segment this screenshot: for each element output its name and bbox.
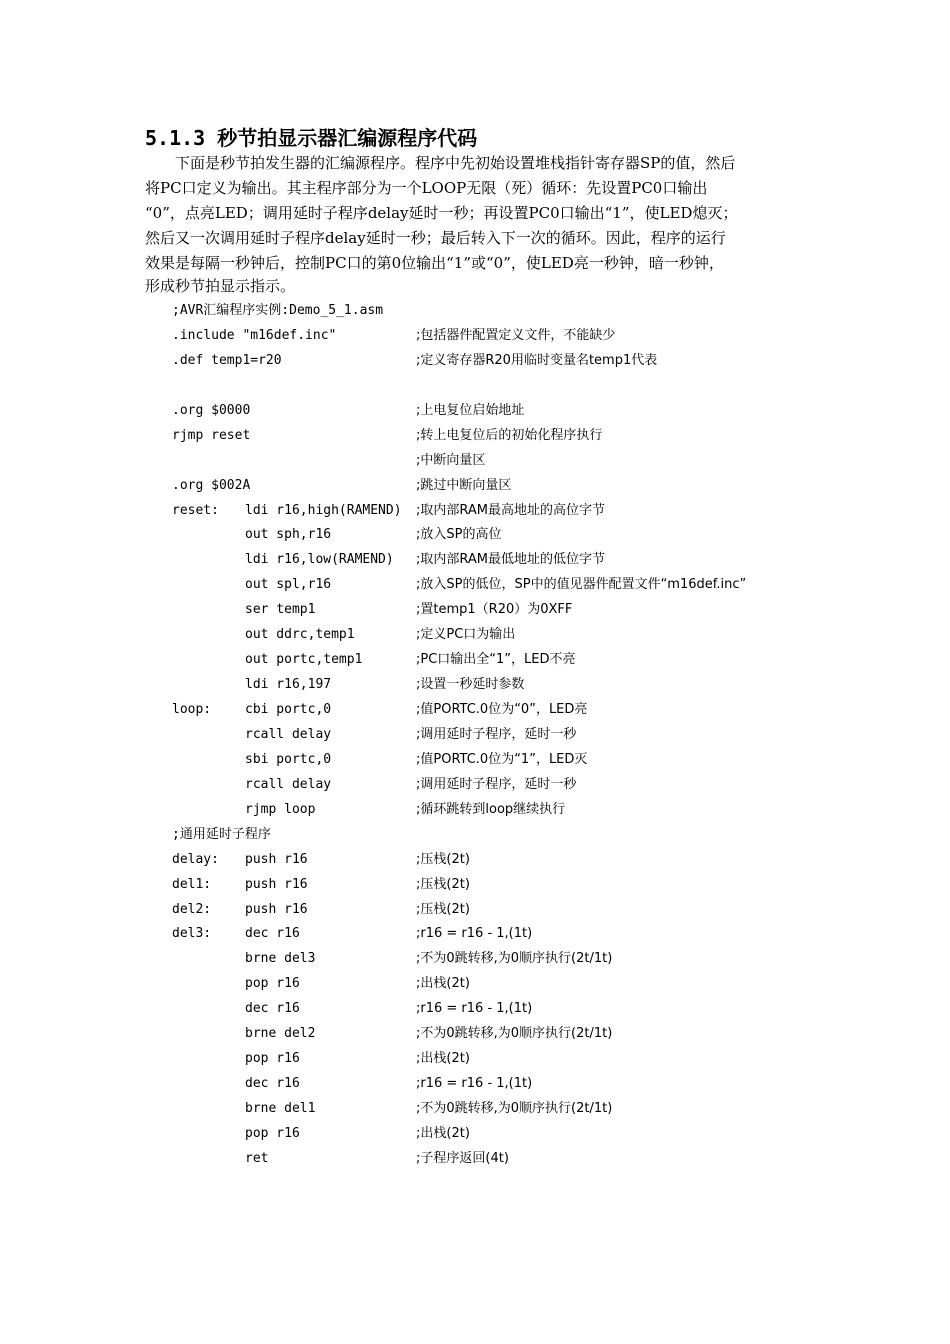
code-comment: ;出栈(2t) <box>416 1051 470 1067</box>
code-label: rjmp reset <box>172 427 251 443</box>
code-instruction: push r16 <box>245 851 308 867</box>
code-instruction: pop r16 <box>245 976 300 992</box>
code-label: .def temp1=r20 <box>172 352 282 368</box>
code-comment: ;放入SP的低位，SP中的值见器件配置文件“m16def.inc” <box>416 577 747 593</box>
paragraph-line: “0”，点亮LED；调用延时子程序delay延时一秒；再设置PC0口输出“1”，使LED熄灭； <box>145 204 738 222</box>
code-instruction: out sph,r16 <box>245 527 332 543</box>
code-comment: ;定义PC口为输出 <box>416 627 516 643</box>
code-comment: ;子程序返回(4t) <box>416 1150 509 1166</box>
code-line <box>0 772 950 797</box>
code-comment: ;不为0跳转移,为0顺序执行(2t/1t) <box>416 1026 613 1042</box>
code-comment: ;放入SP的高位 <box>416 527 502 543</box>
code-line <box>0 697 950 722</box>
code-line <box>0 597 950 622</box>
code-instruction: rjmp loop <box>245 801 316 817</box>
code-line <box>0 1046 950 1071</box>
code-comment: ;出栈(2t) <box>416 1125 470 1141</box>
code-label: .org $002A <box>172 477 251 493</box>
code-instruction: out portc,temp1 <box>245 652 363 668</box>
code-comment: ;中断向量区 <box>416 452 486 468</box>
code-instruction: brne del1 <box>245 1101 316 1116</box>
code-comment: ;不为0跳转移,为0顺序执行(2t/1t) <box>416 1101 613 1116</box>
code-instruction: sbi portc,0 <box>245 751 332 767</box>
code-line <box>0 373 950 398</box>
code-comment: ;值PORTC.0位为“1”，LED灭 <box>416 751 588 767</box>
code-comment: ;取内部RAM最高地址的高位字节 <box>416 502 605 518</box>
paragraph-line: 形成秒节拍显示指示。 <box>145 277 296 295</box>
code-line <box>0 921 950 946</box>
code-line <box>0 897 950 922</box>
code-line <box>0 1121 950 1146</box>
code-comment: ;调用延时子程序，延时一秒 <box>416 726 577 742</box>
code-instruction: push r16 <box>245 901 308 917</box>
code-label: .include "m16def.inc" <box>172 327 337 343</box>
code-comment: ;循环跳转到loop继续执行 <box>416 801 566 817</box>
code-line <box>0 547 950 572</box>
code-instruction: rcall delay <box>245 726 332 742</box>
code-label: del2: <box>172 901 212 917</box>
paragraph-line: 将PC口定义为输出。其主程序部分为一个LOOP无限（死）循环：先设置PC0口输出 <box>145 179 708 197</box>
code-instruction: brne del3 <box>245 951 316 967</box>
code-line <box>0 1021 950 1046</box>
code-comment: ;r16 = r16 - 1,(1t) <box>416 1001 533 1017</box>
code-line <box>0 498 950 523</box>
code-line <box>0 398 950 423</box>
code-instruction: out spl,r16 <box>245 577 332 593</box>
code-comment: ;不为0跳转移,为0顺序执行(2t/1t) <box>416 951 613 967</box>
code-line <box>0 946 950 971</box>
code-instruction: push r16 <box>245 876 308 892</box>
code-comment: ;设置一秒延时参数 <box>416 677 525 693</box>
code-line <box>0 448 950 473</box>
code-line <box>0 847 950 872</box>
code-line <box>0 1096 950 1121</box>
code-label: delay: <box>172 851 219 867</box>
code-line <box>0 672 950 697</box>
code-instruction: dec r16 <box>245 1001 300 1017</box>
code-line <box>0 722 950 747</box>
code-comment: ;包括器件配置定义文件，不能缺少 <box>416 327 616 343</box>
code-line <box>0 423 950 448</box>
code-line <box>0 647 950 672</box>
code-instruction: out ddrc,temp1 <box>245 627 355 643</box>
code-line <box>0 1146 950 1171</box>
code-line <box>0 797 950 822</box>
code-line <box>0 522 950 547</box>
paragraph-line: 下面是秒节拍发生器的汇编源程序。程序中先初始设置堆栈指针寄存器SP的值，然后 <box>145 154 736 172</box>
code-instruction: dec r16 <box>245 926 300 942</box>
code-comment: ;置temp1（R20）为0XFF <box>416 602 573 618</box>
code-label: ;通用延时子程序 <box>172 826 271 842</box>
code-line <box>0 996 950 1021</box>
code-instruction: ldi r16,197 <box>245 677 332 693</box>
code-instruction: brne del2 <box>245 1026 316 1042</box>
code-line <box>0 747 950 772</box>
code-label: reset: <box>172 502 219 518</box>
code-comment: ;跳过中断向量区 <box>416 477 512 493</box>
code-line <box>0 971 950 996</box>
code-label: loop: <box>172 702 212 717</box>
code-label: del1: <box>172 876 212 892</box>
code-line <box>0 323 950 348</box>
code-line <box>0 1071 950 1096</box>
code-comment: ;r16 = r16 - 1,(1t) <box>416 926 533 942</box>
code-comment: ;压栈(2t) <box>416 851 470 867</box>
code-instruction: ldi r16,low(RAMEND) <box>245 552 394 568</box>
code-line <box>0 298 950 323</box>
code-comment: ;上电复位启始地址 <box>416 402 525 418</box>
section-heading: 5.1.3 秒节拍显示器汇编源程序代码 <box>145 126 478 150</box>
code-instruction: rcall delay <box>245 776 332 792</box>
code-instruction: ret <box>245 1150 269 1166</box>
code-comment: ;PC口输出全“1”，LED不亮 <box>416 652 576 668</box>
code-instruction: dec r16 <box>245 1076 300 1092</box>
code-label: .org $0000 <box>172 402 251 418</box>
code-comment: ;定义寄存器R20用临时变量名temp1代表 <box>416 352 658 368</box>
code-label: del3: <box>172 926 212 942</box>
code-comment: ;r16 = r16 - 1,(1t) <box>416 1076 533 1092</box>
code-line <box>0 822 950 847</box>
code-instruction: ldi r16,high(RAMEND) <box>245 502 402 518</box>
code-instruction: pop r16 <box>245 1125 300 1141</box>
code-instruction: ser temp1 <box>245 602 316 618</box>
code-line <box>0 622 950 647</box>
code-line <box>0 473 950 498</box>
code-instruction: pop r16 <box>245 1051 300 1067</box>
code-comment: ;压栈(2t) <box>416 876 470 892</box>
code-line <box>0 572 950 597</box>
code-comment: ;压栈(2t) <box>416 901 470 917</box>
code-comment: ;出栈(2t) <box>416 976 470 992</box>
code-comment: ;值PORTC.0位为“0”，LED亮 <box>416 702 588 717</box>
code-comment: ;取内部RAM最低地址的低位字节 <box>416 552 605 568</box>
code-label: ;AVR汇编程序实例:Demo_5_1.asm <box>172 303 384 318</box>
code-line <box>0 348 950 373</box>
paragraph-line: 然后又一次调用延时子程序delay延时一秒；最后转入下一次的循环。因此，程序的运行 <box>145 229 726 247</box>
code-comment: ;调用延时子程序，延时一秒 <box>416 776 577 792</box>
code-listing <box>0 298 950 1171</box>
code-instruction: cbi portc,0 <box>245 702 332 717</box>
code-comment: ;转上电复位后的初始化程序执行 <box>416 427 603 443</box>
paragraph-line: 效果是每隔一秒钟后，控制PC口的第0位输出“1”或“0”，使LED亮一秒钟，暗一秒钟， <box>145 254 724 272</box>
code-line <box>0 872 950 897</box>
